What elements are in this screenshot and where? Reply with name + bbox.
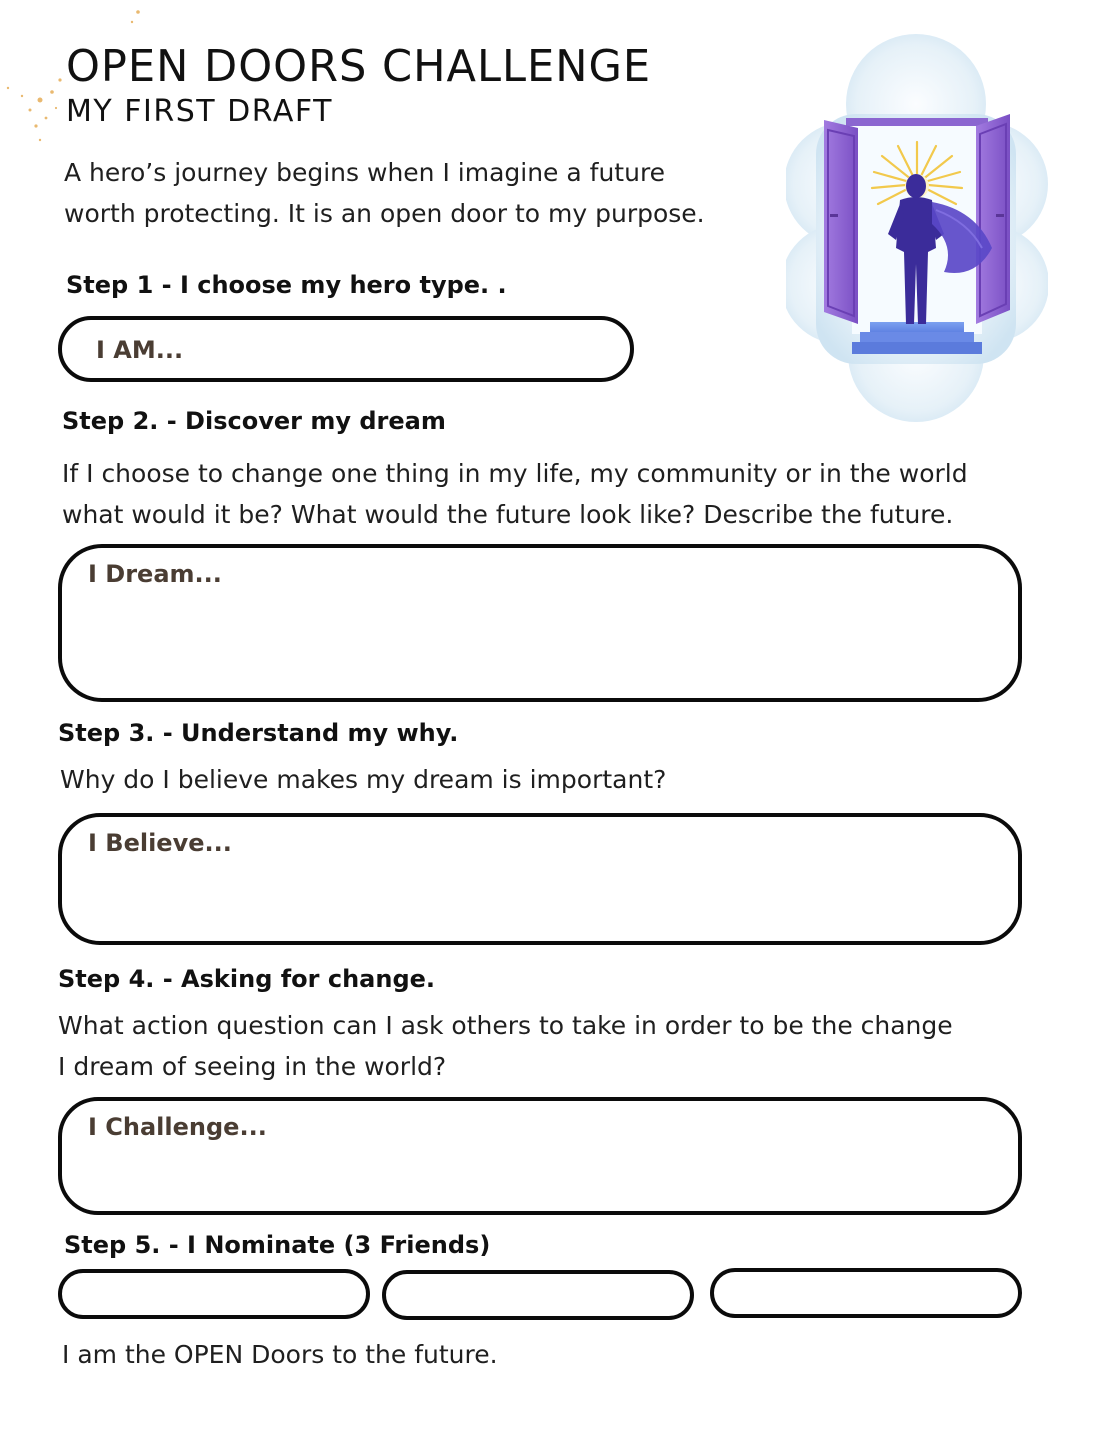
step-4-prompt-line-1: What action question can I ask others to take in order to be the change [58, 1011, 953, 1040]
step-2-prompt-line-2: what would it be? What would the future look like? Describe the future. [62, 500, 954, 529]
believe-input[interactable] [58, 813, 1022, 945]
footer-text: I am the OPEN Doors to the future. [62, 1340, 498, 1369]
intro-line-2: worth protecting. It is an open door to my purpose. [64, 199, 705, 228]
step-4-prompt-line-2: I dream of seeing in the world? [58, 1052, 447, 1081]
intro-line-1: A hero’s journey begins when I imagine a future [64, 158, 666, 187]
nominee-2-input[interactable] [382, 1270, 694, 1320]
page-subtitle: MY FIRST DRAFT [66, 94, 333, 129]
believe-label: I Believe... [88, 829, 232, 857]
step-2-heading: Step 2. - Discover my dream [62, 407, 446, 435]
dream-input[interactable] [58, 544, 1022, 702]
hero-type-input[interactable] [58, 316, 634, 382]
step-4-heading: Step 4. - Asking for change. [58, 965, 436, 993]
step-3-prompt-line-1: Why do I believe makes my dream is important? [60, 765, 667, 794]
challenge-input[interactable] [58, 1097, 1022, 1215]
page-title: OPEN DOORS CHALLENGE [66, 41, 652, 92]
challenge-label: I Challenge... [88, 1113, 267, 1141]
dream-label: I Dream... [88, 560, 222, 588]
hero-type-label: I AM... [96, 336, 184, 364]
nominee-1-input[interactable] [58, 1269, 370, 1319]
superhero-open-doors-icon [786, 34, 1048, 424]
step-3-heading: Step 3. - Understand my why. [58, 719, 459, 747]
nominee-3-input[interactable] [710, 1268, 1022, 1318]
step-1-heading: Step 1 - I choose my hero type. . [66, 271, 507, 299]
step-5-heading: Step 5. - I Nominate (3 Friends) [64, 1231, 491, 1259]
step-2-prompt-line-1: If I choose to change one thing in my life, my community or in the world [62, 459, 968, 488]
